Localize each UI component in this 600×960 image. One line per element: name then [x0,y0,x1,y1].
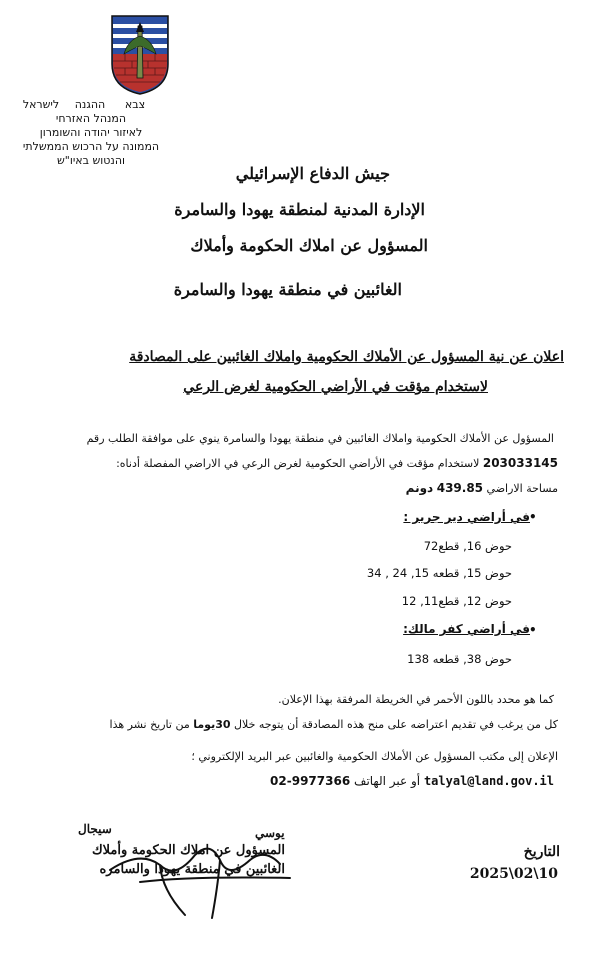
hebrew-word-2 [68,98,112,112]
objection-text-start: كل من يرغب في تقديم اعتراضه على منح هذه المصادقة أن يتوجه خلال [234,718,558,731]
org-line-1: جيش الدفاع الإسرائيلي [235,164,390,183]
contact-phone: 02-9977366 [270,774,351,788]
bullet-icon: • [529,623,537,637]
plot-line: حوض 38, قطعه 138 [407,652,512,666]
body-paragraph-2-text: لاستخدام مؤقت في الأراضي الحكومية لغرض الرعي في الاراضي المفصلة أدناه: [116,457,480,470]
plot-line: حوض 16, قطع72 [423,539,512,553]
area-value: 439.85 [436,481,484,495]
signatory-first-name: يوسي [255,826,285,840]
contact-line [270,774,554,788]
area-label: مساحة الاراضي [486,482,558,495]
body-paragraph-1: المسؤول عن الأملاك الحكومية واملاك الغائبين في منطقة يهودا والسامرة ينوي على موافقة الطلب رقم [86,432,554,445]
plot-line: حوض 15, قطعه 15, 24 , 34 [366,566,512,580]
hebrew-word-3-text: לישראל [22,98,60,111]
location-kafr-malik: في أراضي كفر مالك: [403,622,530,636]
org-line-3: المسؤول عن املاك الحكومة وأملاك [190,236,428,255]
hebrew-word-2-text: ההגנה [74,98,106,111]
contact-email-link[interactable]: talyal@land.gov.il [423,774,554,788]
objection-text-end: من تاريخ نشر هذا [109,718,190,731]
signatory-title-line-1: المسؤول عن املاك الحكومة وأملاك [91,843,285,858]
area-line [406,481,558,495]
phone-label: أو عبر الهاتف [354,774,421,788]
hebrew-line-2: לאיזור יהודה והשומרון [39,126,143,139]
plot-line: حوض 12, قطع11, 12 [401,594,512,608]
idf-emblem-icon [110,14,170,96]
notice-title-line-1: اعلان عن نية المسؤول عن الأملاك الحكومية واملاك الغائبين على المصادقة [129,349,564,365]
area-unit: دونم [405,481,434,495]
handwritten-signature-icon [100,830,300,920]
objection-days: 30يوما [193,718,231,731]
hebrew-line-4: והנטוש באיו"ש [56,154,126,167]
date-value: 2025\02\10 [469,866,558,882]
org-line-4: الغائبين في منطقة يهودا والسامرة [173,280,402,299]
signatory-last-name: سيجال [78,822,112,836]
objection-line-1 [110,718,558,731]
signatory-title-line-2: الغائبين في منطقة يهودا والسامره [99,862,285,877]
body-paragraph-2 [116,456,558,470]
hebrew-line-3: הממונה על הרכוש הממשלתי [22,140,160,153]
date-label: التاريخ [523,844,560,860]
bullet-icon: • [529,510,537,524]
location-deir-jarir: في أراضي دير جرير : [403,510,530,524]
request-number: 203033145 [482,456,558,470]
objection-line-2: الإعلان إلى مكتب المسؤول عن الأملاك الحكومية والغائبين عبر البريد الإلكتروني ؛ [191,750,558,763]
hebrew-word-3 [16,98,66,112]
hebrew-org-header [118,98,152,112]
org-line-2: الإدارة المدنية لمنطقة يهودا والسامرة [174,200,425,219]
map-note: كما هو محدد باللون الأحمر في الخريطة المرفقة بهذا الإعلان. [278,693,554,706]
hebrew-line-1: המנהל האזרחי [55,112,127,125]
hebrew-admin-lines [16,112,166,168]
notice-title-line-2: لاستخدام مؤقت في الأراضي الحكومية لغرض الرعي [183,379,488,395]
hebrew-word: צבא [124,98,146,111]
